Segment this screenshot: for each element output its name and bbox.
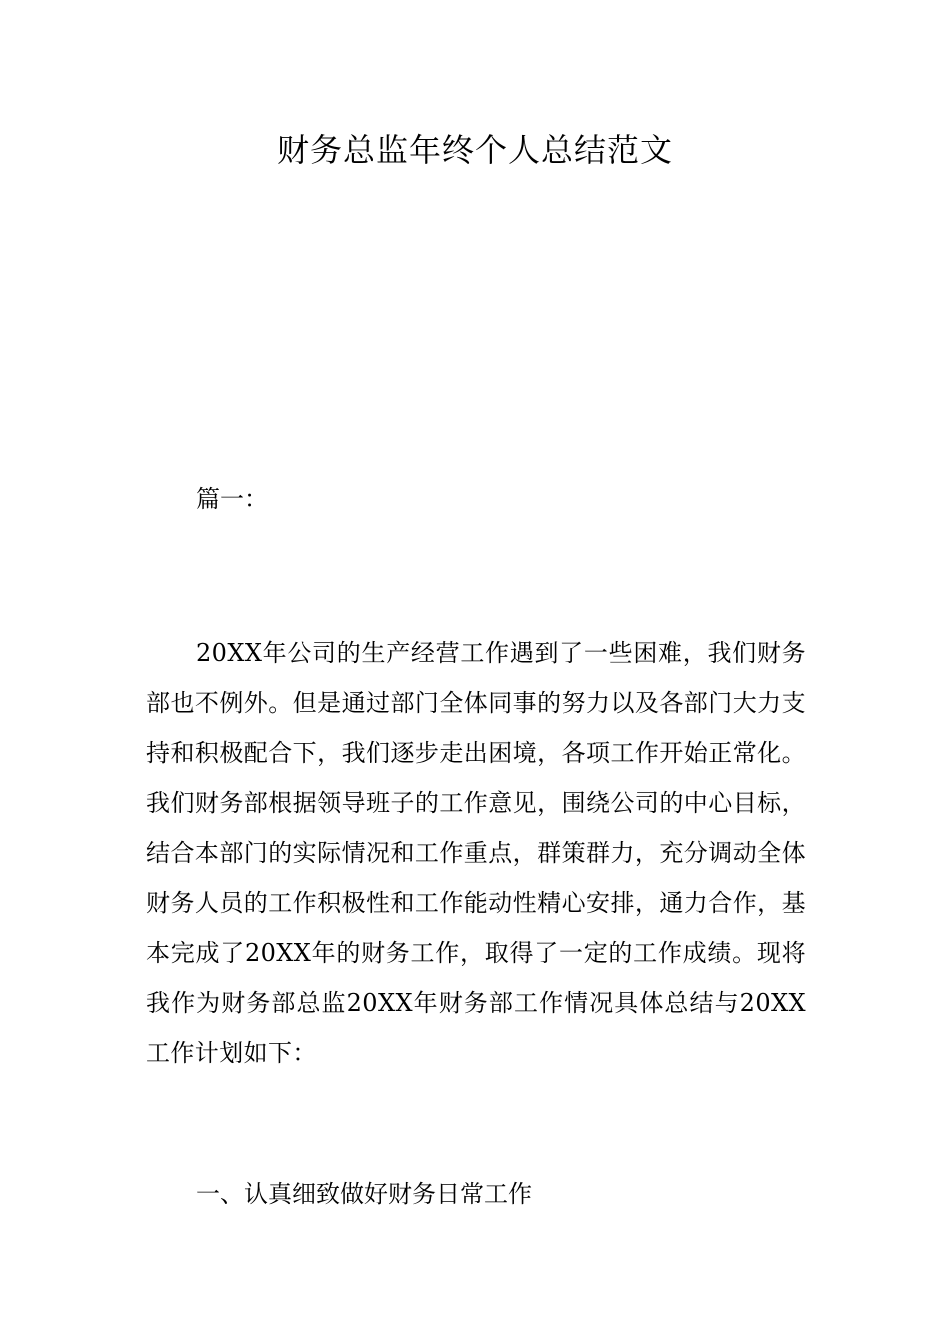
section-label: 篇一：	[196, 485, 268, 513]
body-paragraph: 20XX年公司的生产经营工作遇到了一些困难，我们财务部也不例外。但是通过部门全体同事的努力以及各部门大力支持和积极配合下，我们逐步走出困境，各项工作开始正常化。我们财务部根据领导班子的工作意见，围绕公司的中心目标，结合本部门的实际情况和工作重点，群策群力，充分调动全体财务人员的工作积极性和工作能动性精心安排，通力合作，基本完成了20XX年的财务工作，取得了一定的工作成绩。现将我作为财务部总监20XX年财务部工作情况具体总结与20XX工作计划如下：	[146, 639, 806, 1067]
document-title: 财务总监年终个人总结范文	[276, 131, 673, 169]
section-heading: 一、认真细致做好财务日常工作	[196, 1180, 532, 1208]
